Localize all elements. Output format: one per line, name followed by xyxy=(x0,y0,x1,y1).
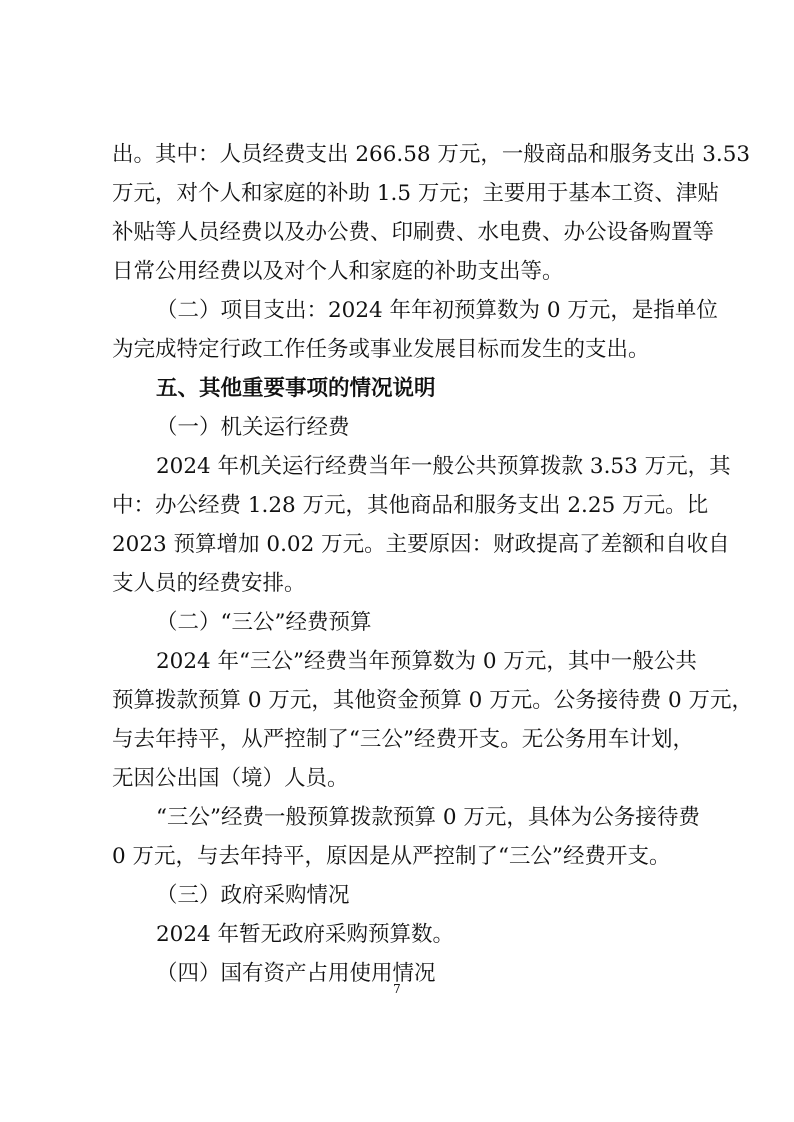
body-text-line: 预算拨款预算 0 万元，其他资金预算 0 万元。公务接待费 0 万元， xyxy=(112,688,754,713)
body-text-line: 日常公用经费以及对个人和家庭的补助支出等。 xyxy=(112,259,564,284)
body-text-line: 无因公出国（境）人员。 xyxy=(112,766,349,791)
body-text-line: 万元，对个人和家庭的补助 1.5 万元；主要用于基本工资、津贴 xyxy=(112,181,719,206)
body-text-line: 2023 预算增加 0.02 万元。主要原因：财政提高了差额和自收自 xyxy=(112,532,730,557)
paragraph-first-line: 2024 年“三公”经费当年预算数为 0 万元，其中一般公共 xyxy=(156,649,697,674)
subsection-heading: （一）机关运行经费 xyxy=(156,415,350,440)
body-text-line: 为完成特定行政工作任务或事业发展目标而发生的支出。 xyxy=(112,337,650,362)
subsection-heading: （四）国有资产占用使用情况 xyxy=(156,961,436,986)
body-text-line: 0 万元，与去年持平，原因是从严控制了“三公”经费开支。 xyxy=(112,844,671,869)
paragraph-first-line: “三公”经费一般预算拨款预算 0 万元，具体为公务接待费 xyxy=(156,805,700,830)
body-text-line: 支人员的经费安排。 xyxy=(112,571,306,596)
section-heading: 五、其他重要事项的情况说明 xyxy=(156,376,436,401)
paragraph-first-line: 2024 年机关运行经费当年一般公共预算拨款 3.53 万元，其 xyxy=(156,454,731,479)
paragraph-first-line: （二）项目支出：2024 年年初预算数为 0 万元，是指单位 xyxy=(156,298,718,323)
subsection-heading: （三）政府采购情况 xyxy=(156,883,350,908)
page-number: 7 xyxy=(393,982,401,996)
body-text-line: 中：办公经费 1.28 万元，其他商品和服务支出 2.25 万元。比 xyxy=(112,493,709,518)
paragraph-first-line: 2024 年暂无政府采购预算数。 xyxy=(156,922,455,947)
body-text-line: 补贴等人员经费以及办公费、印刷费、水电费、办公设备购置等 xyxy=(112,220,715,245)
subsection-heading: （二）“三公”经费预算 xyxy=(156,610,372,635)
body-text-line: 出。其中：人员经费支出 266.58 万元，一般商品和服务支出 3.53 xyxy=(112,142,751,167)
body-text-line: 与去年持平，从严控制了“三公”经费开支。无公务用车计划， xyxy=(112,727,694,752)
